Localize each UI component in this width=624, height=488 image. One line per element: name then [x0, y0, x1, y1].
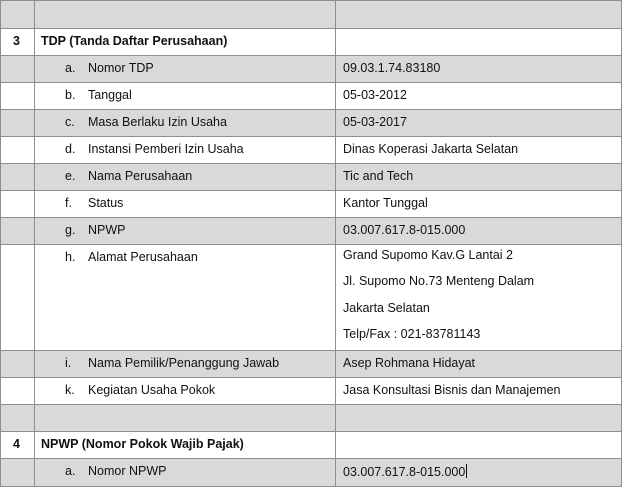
table-row [0, 377, 622, 404]
table-row [0, 109, 622, 136]
item-label: Nama Perusahaan [88, 169, 193, 183]
table-row [0, 217, 622, 244]
table-row [0, 82, 622, 109]
item-letter: g. [65, 223, 76, 237]
item-value: 05-03-2012 [343, 88, 407, 102]
item-label: Alamat Perusahaan [88, 250, 198, 264]
item-letter: b. [65, 88, 76, 102]
item-letter: i. [65, 356, 72, 370]
table-row [0, 458, 622, 486]
item-letter: d. [65, 142, 76, 156]
item-value: 05-03-2017 [343, 115, 407, 129]
item-value: 09.03.1.74.83180 [343, 61, 441, 75]
item-letter: c. [65, 115, 75, 129]
section-number: 3 [13, 34, 20, 48]
table-row [0, 55, 622, 82]
item-value: 03.007.617.8-015.000 [343, 223, 466, 237]
item-label: Instansi Pemberi Izin Usaha [88, 142, 244, 156]
table-row [0, 163, 622, 190]
item-value: Tic and Tech [343, 169, 414, 183]
section-header-row [0, 431, 622, 458]
item-label: Tanggal [88, 88, 132, 102]
section-title: NPWP (Nomor Pokok Wajib Pajak) [41, 437, 244, 451]
spacer-row [0, 404, 622, 431]
item-label: Kegiatan Usaha Pokok [88, 383, 216, 397]
item-value: Kantor Tunggal [343, 196, 428, 210]
address-line: Jakarta Selatan [343, 301, 430, 315]
address-line: Telp/Fax : 021-83781143 [343, 327, 481, 341]
text-cursor [466, 464, 467, 478]
item-label: Nomor TDP [88, 61, 154, 75]
item-letter: f. [65, 196, 72, 210]
item-label: Status [88, 196, 124, 210]
item-value: Asep Rohmana Hidayat [343, 356, 476, 370]
section-title: TDP (Tanda Daftar Perusahaan) [41, 34, 228, 48]
address-line: Grand Supomo Kav.G Lantai 2 [343, 248, 514, 262]
table-row [0, 244, 622, 350]
address-line: Jl. Supomo No.73 Menteng Dalam [343, 274, 535, 288]
item-value: Jasa Konsultasi Bisnis dan Manajemen [343, 383, 561, 397]
item-letter: a. [65, 464, 76, 478]
item-label: Nomor NPWP [88, 464, 167, 478]
item-value: Dinas Koperasi Jakarta Selatan [343, 142, 519, 156]
item-letter: e. [65, 169, 76, 183]
table-row [0, 350, 622, 377]
table-row [0, 136, 622, 163]
section-number: 4 [13, 437, 20, 451]
item-label: Masa Berlaku Izin Usaha [88, 115, 227, 129]
item-letter: k. [65, 383, 75, 397]
item-value: 03.007.617.8-015.000 [343, 465, 466, 479]
spacer-row [0, 0, 622, 28]
table-bottom-border [0, 486, 622, 487]
editable-cell[interactable] [335, 459, 622, 486]
item-letter: a. [65, 61, 76, 75]
item-label: Nama Pemilik/Penanggung Jawab [88, 356, 280, 370]
section-header-row [0, 28, 622, 55]
item-label: NPWP [88, 223, 126, 237]
item-letter: h. [65, 250, 76, 264]
table-row [0, 190, 622, 217]
